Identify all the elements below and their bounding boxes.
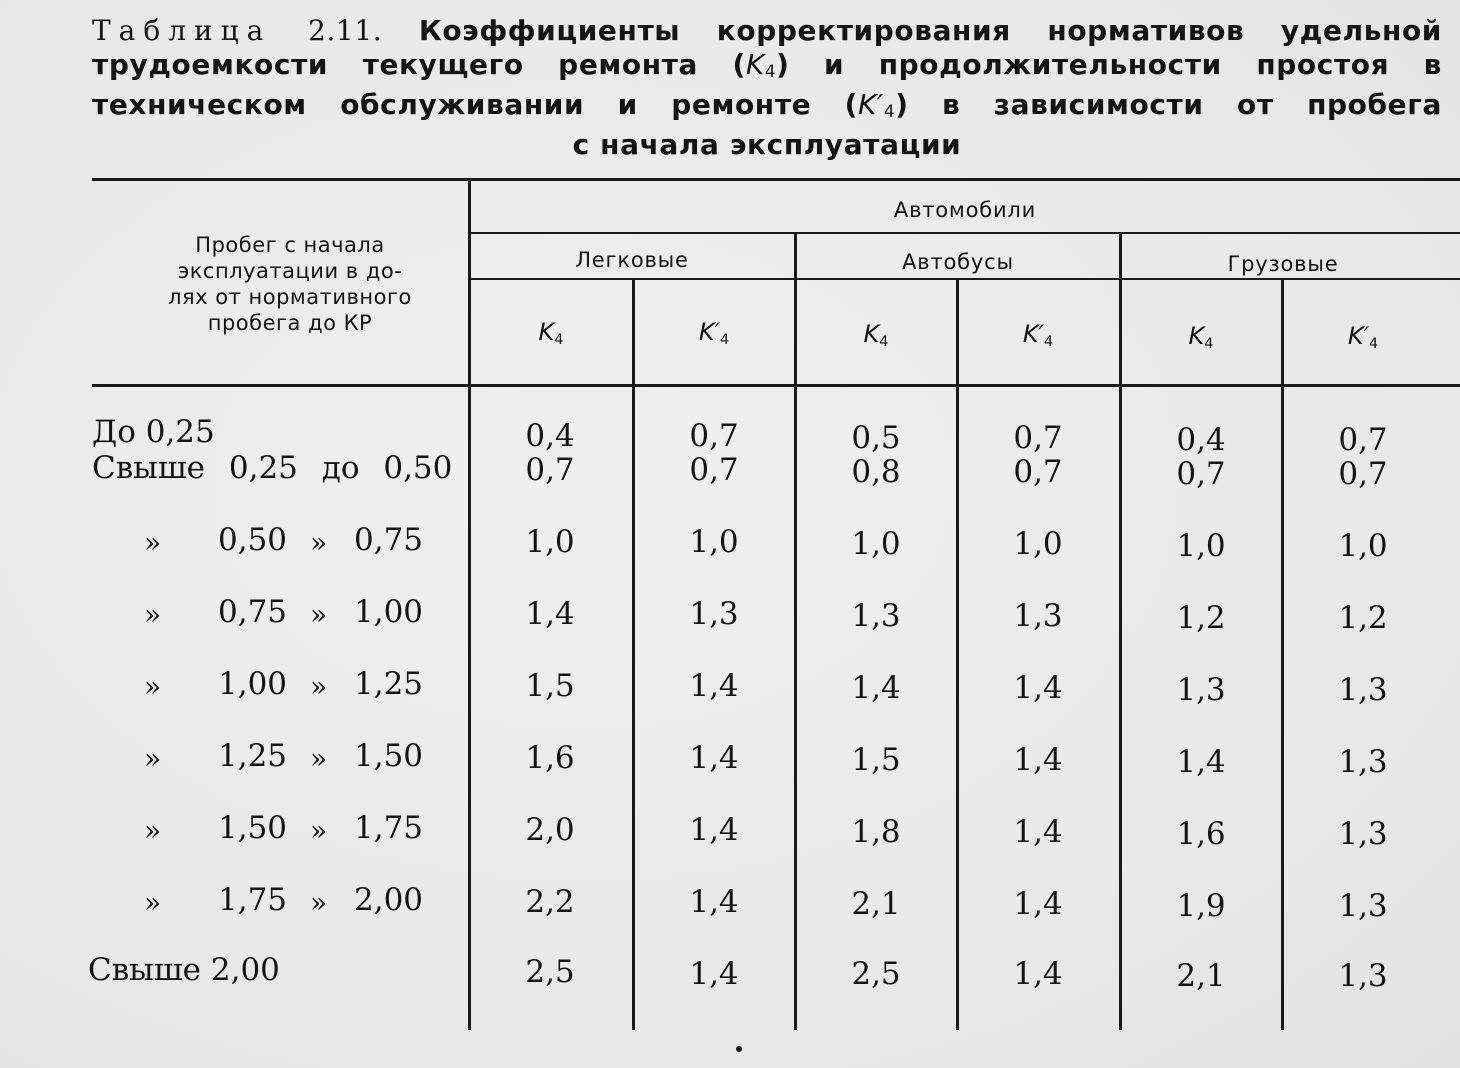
- caption-number: 2.11.: [307, 14, 383, 47]
- ditto-mark: »: [310, 742, 328, 775]
- table-cell: 0,7: [689, 452, 739, 488]
- row-to: 1,75: [354, 810, 424, 846]
- ditto-mark: »: [144, 526, 162, 559]
- table-cell: 1,6: [1176, 816, 1226, 852]
- table-cell: 2,5: [851, 956, 901, 992]
- table-cell: 1,5: [525, 668, 575, 704]
- ditto-mark: »: [144, 598, 162, 631]
- ditto-mark: »: [310, 814, 328, 847]
- table-cell: 1,4: [689, 956, 739, 992]
- coef-subscript: 4: [1044, 334, 1054, 350]
- ditto-mark: »: [144, 742, 162, 775]
- row-label: До 0,25: [92, 414, 215, 450]
- table-cell: 1,3: [1338, 816, 1388, 852]
- header-bottom-rule: [92, 384, 1460, 387]
- table-cell: 1,4: [689, 740, 739, 776]
- coef-header-trucks-k4: [1121, 322, 1281, 352]
- row-from: 0,50: [218, 522, 288, 558]
- table-cell: 1,0: [851, 526, 901, 562]
- table-cell: 1,4: [1013, 742, 1063, 778]
- ditto-mark: »: [310, 670, 328, 703]
- table-cell: 0,8: [851, 454, 901, 490]
- row-to: 1,25: [354, 666, 424, 702]
- subgroup-header-cars: Легковые: [575, 248, 689, 272]
- ditto-mark: »: [310, 598, 328, 631]
- ditto-mark: »: [144, 670, 162, 703]
- coef-header-cars-k4prime: [634, 318, 794, 348]
- table-cell: 1,3: [1013, 598, 1063, 634]
- table-cell: 1,4: [1176, 744, 1226, 780]
- group-header-automobiles: Автомобили: [893, 198, 1037, 222]
- table-cell: 0,4: [1176, 422, 1226, 458]
- table-cell: 0,4: [525, 418, 575, 454]
- coef-header-cars-k4: [471, 318, 631, 348]
- table-top-rule: [92, 178, 1460, 181]
- table-cell: 1,0: [1013, 526, 1063, 562]
- coef-subscript: 4: [720, 332, 730, 348]
- coef-subscript: 4: [554, 332, 564, 348]
- table-cell: 2,0: [525, 812, 575, 848]
- ditto-mark: »: [144, 886, 162, 919]
- table-cell: 1,4: [1013, 886, 1063, 922]
- table-cell: 1,4: [1013, 670, 1063, 706]
- table-cell: 1,5: [851, 742, 901, 778]
- table-cell: 1,0: [1338, 528, 1388, 564]
- row-label: Свыше 2,00: [88, 952, 280, 988]
- table-cell: 0,7: [1013, 420, 1063, 456]
- table-cell: 0,5: [851, 420, 901, 456]
- row-to: 1,50: [354, 738, 424, 774]
- caption-line2-a: трудоемкости текущего ремонта (: [92, 48, 746, 81]
- table-cell: 0,7: [1013, 454, 1063, 490]
- ditto-mark: »: [310, 526, 328, 559]
- table-cell: 1,0: [525, 524, 575, 560]
- table-cell: 1,9: [1176, 888, 1226, 924]
- table-cell: 0,7: [689, 418, 739, 454]
- table-cell: 1,0: [1176, 528, 1226, 564]
- k4-prime-letter: K′: [857, 88, 884, 121]
- table-cell: 1,3: [851, 598, 901, 634]
- coef-letter: K′: [698, 318, 721, 346]
- table-cell: 1,3: [1338, 958, 1388, 994]
- row-to: 0,75: [354, 522, 424, 558]
- k4-prime-symbol: [858, 88, 895, 121]
- k4-prime-subscript: 4: [883, 101, 896, 121]
- table-cell: 2,5: [525, 954, 575, 990]
- row-from: 0,75: [218, 594, 288, 630]
- k4-letter: K: [745, 48, 765, 81]
- ditto-mark: »: [144, 814, 162, 847]
- row-from: 1,75: [218, 882, 288, 918]
- table-cell: 2,1: [1176, 958, 1226, 994]
- group-header-rule: [470, 232, 1460, 234]
- caption-line3-a: техническом обслуживании и ремонте (: [92, 88, 858, 121]
- caption-line-1: [92, 14, 1442, 48]
- coef-letter: K: [863, 320, 880, 348]
- coef-subscript: 4: [1369, 336, 1379, 352]
- table-cell: 1,4: [1013, 814, 1063, 850]
- row-header-line: пробега до КР: [207, 311, 373, 335]
- caption-line-2: [92, 48, 1442, 88]
- coef-subscript: 4: [879, 334, 889, 350]
- table-cell: 1,3: [689, 596, 739, 632]
- coef-letter: K′: [1022, 320, 1045, 348]
- subgroup-header-rule: [470, 278, 1460, 280]
- caption-line3-b: ) в зависимости от пробега: [895, 88, 1442, 121]
- table-cell: 1,4: [1013, 956, 1063, 992]
- row-label: Свыше 0,25 до 0,50: [92, 450, 453, 486]
- table-cell: 1,3: [1176, 672, 1226, 708]
- table-cell: 0,7: [1338, 456, 1388, 492]
- table-cell: 0,7: [525, 452, 575, 488]
- ditto-mark: »: [310, 886, 328, 919]
- row-from: 1,25: [218, 738, 288, 774]
- caption-line1-text: Коэффициенты корректирования нормативов удельной: [418, 14, 1442, 47]
- coef-letter: K′: [1347, 322, 1370, 350]
- row-header-line: эксплуатации в до-: [177, 259, 403, 283]
- table-cell: 0,7: [1176, 456, 1226, 492]
- table-cell: 1,3: [1338, 744, 1388, 780]
- table-cell: 1,2: [1176, 600, 1226, 636]
- row-from: 1,50: [218, 810, 288, 846]
- coef-letter: K: [538, 318, 555, 346]
- row-header-line: Пробег с начала: [195, 233, 385, 257]
- table-cell: 1,8: [851, 814, 901, 850]
- table-caption: [92, 14, 1442, 162]
- subgroup-header-trucks: Грузовые: [1227, 252, 1339, 276]
- table-cell: 1,2: [1338, 600, 1388, 636]
- row-from: 1,00: [218, 666, 288, 702]
- caption-label: Таблица: [92, 14, 272, 47]
- table-cell: 1,3: [1338, 888, 1388, 924]
- coef-header-buses-k4prime: [958, 320, 1118, 350]
- row-to: 2,00: [354, 882, 424, 918]
- table-cell: 1,4: [689, 884, 739, 920]
- coef-letter: K: [1188, 322, 1205, 350]
- coef-subscript: 4: [1204, 336, 1214, 352]
- coef-header-trucks-k4prime: [1283, 322, 1443, 352]
- table-cell: 1,4: [689, 812, 739, 848]
- caption-line-4: с начала эксплуатации: [572, 128, 962, 161]
- subgroup-header-buses: Автобусы: [902, 250, 1014, 274]
- table-cell: 2,1: [851, 886, 901, 922]
- table-cell: 1,3: [1338, 672, 1388, 708]
- table-cell: 1,0: [689, 524, 739, 560]
- table-cell: 1,4: [689, 668, 739, 704]
- table-cell: 1,4: [525, 596, 575, 632]
- row-header-line: лях от нормативного: [168, 285, 412, 309]
- k4-subscript: 4: [764, 61, 777, 81]
- table-cell: 1,4: [851, 670, 901, 706]
- row-header: [110, 232, 470, 336]
- row-to: 1,00: [354, 594, 424, 630]
- coef-header-buses-k4: [796, 320, 956, 350]
- table-cell: 2,2: [525, 884, 575, 920]
- caption-line2-b: ) и продолжительности простоя в: [776, 48, 1442, 81]
- scan-speck: [736, 1046, 742, 1052]
- caption-line-3: [92, 88, 1442, 128]
- table-cell: 0,7: [1338, 422, 1388, 458]
- k4-symbol: [746, 48, 776, 81]
- table-cell: 1,6: [525, 740, 575, 776]
